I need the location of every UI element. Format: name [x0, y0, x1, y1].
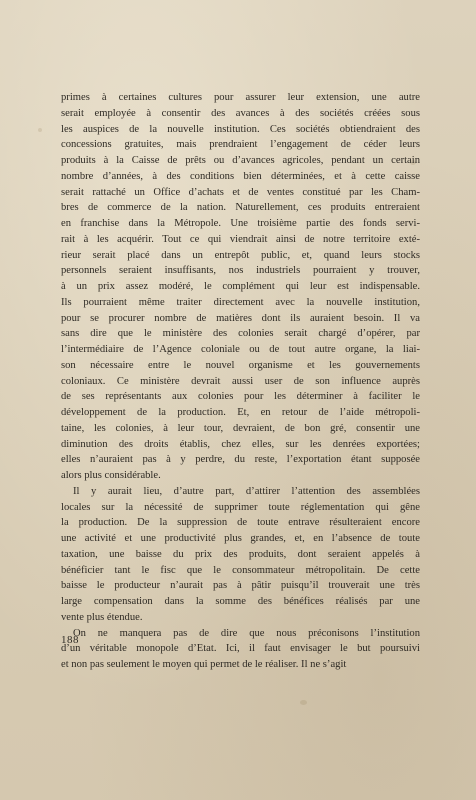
text-line: pour se procurer nombre de matières dont ils auraient besoin. Il va	[61, 312, 420, 324]
text-line: sans dire que le ministère des colonies serait chargé d’opérer, par	[61, 328, 420, 340]
paragraph	[61, 90, 420, 484]
text-line: produits à la Caisse de prêts ou d’avances agricoles, pendant un certain	[61, 155, 420, 166]
text-line: les auspices de la nouvelle institution. Ces sociétés obtiendraient des	[61, 123, 420, 135]
text-line: développement de la production. Et, en retour de l’aide métropoli-	[61, 407, 420, 418]
text-line: une activité et une productivité plus grandes, et, en l’absence de toute	[61, 533, 420, 544]
text-line: bres de commerce de la nation. Naturellement, ces produits entreraient	[61, 202, 420, 214]
text-line: large compensation dans la somme des bénéfices réalisés par une	[61, 596, 420, 607]
text-line: primes à certaines cultures pour assurer leur extension, une autre	[61, 92, 420, 103]
paper-stain	[38, 128, 42, 132]
text-line: à un prix assez modéré, le complément qui leur est indispensable.	[61, 281, 420, 292]
paper-stain	[300, 700, 307, 705]
text-line: personnels seraient insuffisants, nos industriels pourraient y trouver,	[61, 265, 420, 277]
text-line: serait rattaché un Office d’achats et de ventes constitué par les Cham-	[61, 186, 420, 198]
text-line: coloniaux. Ce ministère devrait aussi user de son influence auprès	[61, 375, 420, 387]
text-line: locales sur la nécessité de supprimer toute réglementation qui gêne	[61, 501, 420, 513]
text-line: son nécessaire entre le nouvel organisme et les gouvernements	[61, 359, 420, 371]
page-number: 188	[61, 634, 79, 646]
body-text	[61, 90, 420, 673]
text-line: la production. De la suppression de toute entrave résulteraient encore	[61, 517, 420, 529]
text-line: vente plus étendue.	[61, 611, 143, 623]
text-line: en franchise dans la Métropole. Une troisième partie des fonds servi-	[61, 218, 420, 229]
text-line: alors plus considérable.	[61, 470, 161, 481]
text-line: nombre d’années, à des conditions bien déterminées, et à cette caisse	[61, 170, 420, 182]
text-line: et non pas seulement le moyen qui permet de le réaliser. Il ne s’agit	[61, 659, 347, 670]
paragraph	[61, 484, 420, 626]
text-line: Ils pourraient même traiter directement avec la nouvelle institution,	[61, 296, 420, 308]
text-line: l’intermédiaire de l’Agence coloniale ou de tout autre organe, la liai-	[61, 344, 420, 355]
text-line: de ses représentants aux colonies pour les déterminer à faciliter le	[61, 391, 420, 403]
text-line: elles n’auraient pas à y perdre, du reste, l’exportation étant supposée	[61, 454, 420, 466]
text-line: concessions gratuites, mais prendraient l’engagement de céder leurs	[61, 139, 420, 151]
text-line: taxation, une baisse du prix des produits, dont seraient appelés à	[61, 548, 420, 560]
text-line: Il y aurait lieu, d’autre part, d’attirer l’attention des assemblées	[73, 485, 420, 497]
text-line: serait employée à consentir des avances à des sociétés créées sous	[61, 107, 420, 119]
paragraph	[61, 626, 420, 673]
text-line: taine, les colonies, à leur tour, devraient, de bon gré, consentir une	[61, 422, 420, 434]
text-line: d’un véritable monopole d’Etat. Ici, il faut envisager le but poursuivi	[61, 643, 420, 655]
text-line: baisse le producteur n’aurait pas à pâtir puisqu’il trouverait une très	[61, 580, 420, 592]
text-line: diminution des droits établis, chez elles, sur les denrées exportées;	[61, 438, 420, 450]
text-line: On ne manquera pas de dire que nous préconisons l’institution	[73, 627, 420, 639]
text-line: bénéficier tant le fisc que le consommateur métropolitain. De cette	[61, 564, 420, 576]
text-line: rieur serait placé dans un entrepôt public, et, quand leurs stocks	[61, 249, 420, 261]
text-line: rait à les acquérir. Tout ce qui viendrait ainsi de notre territoire exté-	[61, 233, 420, 245]
